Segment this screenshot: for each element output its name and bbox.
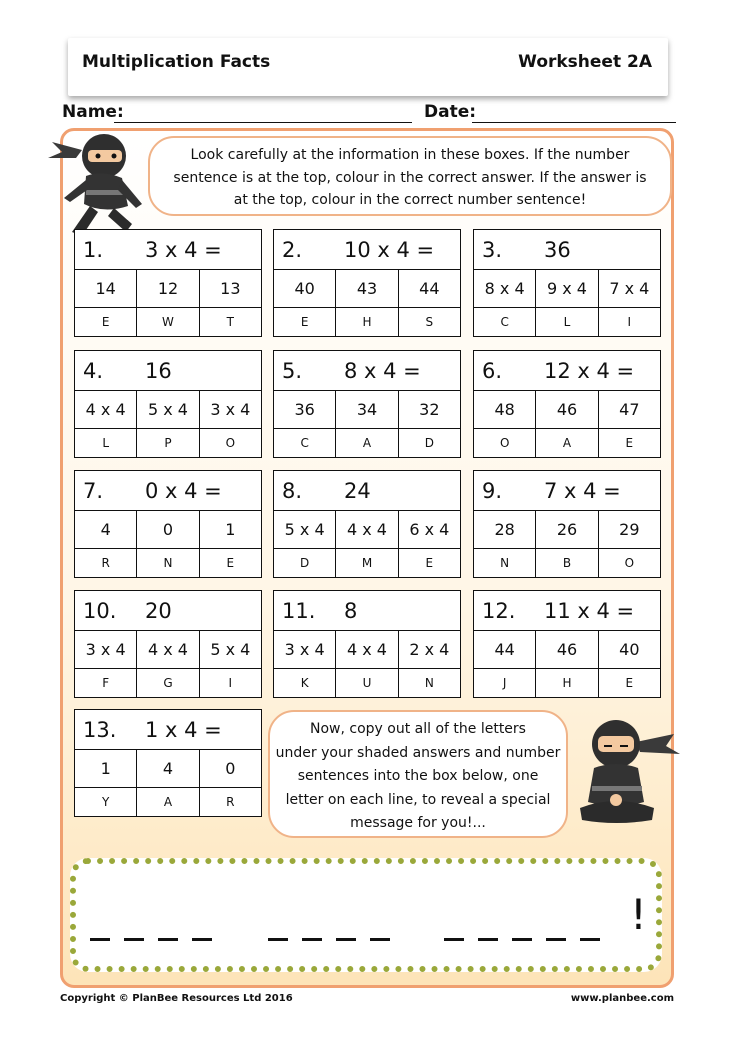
answer-blank[interactable] (546, 938, 566, 941)
answer-option[interactable]: 5 x 4 (284, 520, 325, 539)
option-letter: J (502, 676, 507, 690)
answer-option[interactable]: 32 (398, 391, 460, 428)
question-text: 0 x 4 = (145, 479, 222, 503)
answer-blank[interactable] (124, 938, 144, 941)
title-bar (68, 38, 668, 96)
option-letter: Y (101, 795, 110, 809)
question-text: 8 (344, 599, 358, 623)
answer-option[interactable]: 3 x 4 (284, 640, 325, 659)
answer-blank[interactable] (192, 938, 212, 941)
answer-blank[interactable] (336, 938, 356, 941)
answer-option[interactable]: 1 (100, 759, 111, 778)
question-card (74, 350, 262, 458)
option-letter: E (398, 549, 460, 577)
name-field[interactable] (114, 122, 412, 123)
answer-option[interactable]: 40 (294, 279, 315, 298)
question-card (473, 470, 661, 578)
option-letter: D (398, 429, 460, 457)
option-letter: R (199, 788, 261, 816)
answer-option[interactable]: 48 (494, 400, 515, 419)
ninja-sitting-icon (574, 712, 682, 828)
option-letter: E (199, 549, 261, 577)
option-letter: O (499, 436, 510, 450)
answer-option[interactable]: 6 x 4 (398, 511, 460, 548)
question-card (273, 350, 461, 458)
ninja-jumping-icon (42, 128, 146, 240)
answer-option[interactable]: 1 (199, 511, 261, 548)
question-card (74, 229, 262, 337)
worksheet-number: Worksheet 2A (518, 52, 652, 72)
answer-option[interactable]: 43 (335, 270, 397, 307)
question-number: 10. (83, 599, 117, 623)
answer-option[interactable]: 0 (199, 750, 261, 787)
option-letter: C (300, 436, 309, 450)
answer-option[interactable]: 2 x 4 (398, 631, 460, 668)
question-card (273, 470, 461, 578)
answer-blank[interactable] (370, 938, 390, 941)
option-letter: A (335, 429, 397, 457)
option-letter: T (199, 308, 261, 336)
question-card (273, 229, 461, 337)
question-card (473, 229, 661, 337)
question-text: 11 x 4 = (544, 599, 635, 623)
answer-option[interactable]: 12 (136, 270, 198, 307)
answer-blank[interactable] (580, 938, 600, 941)
question-number: 4. (83, 359, 104, 383)
option-letter: O (199, 429, 261, 457)
option-letter: N (398, 669, 460, 697)
copy-line-4: letter on each line, to reveal a special (285, 791, 551, 808)
answer-option[interactable]: 44 (494, 640, 515, 659)
answer-option[interactable]: 4 x 4 (85, 400, 126, 419)
question-text: 24 (344, 479, 371, 503)
date-field[interactable] (472, 122, 676, 123)
option-letter: W (136, 308, 198, 336)
question-card (74, 470, 262, 578)
answer-option[interactable]: 3 x 4 (199, 391, 261, 428)
answer-option[interactable]: 0 (136, 511, 198, 548)
answer-blank[interactable] (478, 938, 498, 941)
answer-option[interactable]: 3 x 4 (85, 640, 126, 659)
answer-option[interactable]: 4 x 4 (335, 631, 397, 668)
question-card (473, 590, 661, 698)
instructions-line-3: at the top, colour in the correct number sentence! (233, 192, 587, 208)
answer-option[interactable]: 13 (199, 270, 261, 307)
option-letter: E (598, 669, 660, 697)
option-letter: G (136, 669, 198, 697)
question-number: 3. (482, 238, 503, 262)
question-number: 2. (282, 238, 303, 262)
answer-option[interactable]: 5 x 4 (199, 631, 261, 668)
copy-line-5: message for you!... (350, 815, 486, 831)
question-text: 16 (145, 359, 172, 383)
answer-blank[interactable] (302, 938, 322, 941)
answer-blank[interactable] (444, 938, 464, 941)
option-letter: L (102, 436, 109, 450)
instructions-bubble (148, 136, 672, 216)
option-letter: A (136, 788, 198, 816)
question-text: 3 x 4 = (145, 238, 222, 262)
answer-blank[interactable] (268, 938, 288, 941)
option-letter: D (300, 556, 310, 570)
instructions-line-1: Look carefully at the information in these boxes. If the number (190, 147, 630, 163)
option-letter: P (136, 429, 198, 457)
option-letter: H (335, 308, 397, 336)
question-number: 5. (282, 359, 303, 383)
instructions-line-2: sentence is at the top, colour in the correct answer. If the answer is (173, 169, 647, 186)
answer-option[interactable]: 4 x 4 (136, 631, 198, 668)
name-label: Name: (62, 102, 124, 122)
answer-option[interactable]: 34 (335, 391, 397, 428)
answer-blank[interactable] (90, 938, 110, 941)
answer-blank[interactable] (512, 938, 532, 941)
answer-option[interactable]: 40 (598, 631, 660, 668)
question-card (74, 709, 262, 817)
option-letter: K (300, 676, 309, 690)
answer-option[interactable]: 46 (535, 391, 597, 428)
answer-option[interactable]: 4 (100, 520, 111, 539)
answer-option[interactable]: 28 (494, 520, 515, 539)
question-text: 1 x 4 = (145, 718, 222, 742)
question-card (473, 350, 661, 458)
question-text: 7 x 4 = (544, 479, 621, 503)
question-text: 8 x 4 = (344, 359, 421, 383)
option-letter: A (535, 429, 597, 457)
option-letter: B (535, 549, 597, 577)
date-label: Date: (424, 102, 477, 122)
question-card (74, 590, 262, 698)
answer-option[interactable]: 5 x 4 (136, 391, 198, 428)
website-text: www.planbee.com (570, 993, 674, 1004)
answer-option[interactable]: 8 x 4 (484, 279, 525, 298)
answer-option[interactable]: 4 (136, 750, 198, 787)
answer-option[interactable]: 14 (95, 279, 116, 298)
answer-option[interactable]: 44 (398, 270, 460, 307)
option-letter: E (598, 429, 660, 457)
question-text: 12 x 4 = (544, 359, 635, 383)
name-date-row (62, 100, 676, 126)
option-letter: L (535, 308, 597, 336)
question-number: 12. (482, 599, 516, 623)
question-number: 7. (83, 479, 104, 503)
answer-blank[interactable] (158, 938, 178, 941)
option-letter: O (598, 549, 660, 577)
answer-option[interactable]: 46 (535, 631, 597, 668)
exclamation-mark: ! (630, 890, 647, 939)
answer-option[interactable]: 47 (598, 391, 660, 428)
option-letter: S (398, 308, 460, 336)
question-text: 20 (145, 599, 172, 623)
option-letter: F (102, 676, 110, 690)
option-letter: E (101, 315, 110, 329)
answer-option[interactable]: 26 (535, 511, 597, 548)
answer-option[interactable]: 36 (294, 400, 315, 419)
question-text: 10 x 4 = (344, 238, 435, 262)
option-letter: U (335, 669, 397, 697)
copy-line-2: under your shaded answers and number (275, 744, 561, 761)
question-number: 13. (83, 718, 117, 742)
copy-instructions-bubble (268, 710, 568, 838)
option-letter: C (500, 315, 509, 329)
copyright-text: Copyright © PlanBee Resources Ltd 2016 (60, 993, 293, 1004)
option-letter: R (101, 556, 110, 570)
question-card (273, 590, 461, 698)
copy-line-3: sentences into the box below, one (297, 768, 539, 784)
question-number: 6. (482, 359, 503, 383)
option-letter: H (535, 669, 597, 697)
option-letter: M (335, 549, 397, 577)
option-letter: N (500, 556, 510, 570)
copy-line-1: Now, copy out all of the letters (310, 721, 526, 737)
answer-option[interactable]: 4 x 4 (335, 511, 397, 548)
question-number: 8. (282, 479, 303, 503)
question-number: 11. (282, 599, 316, 623)
answer-box[interactable] (70, 858, 662, 972)
option-letter: I (199, 669, 261, 697)
answer-option[interactable]: 7 x 4 (598, 270, 660, 307)
question-number: 1. (83, 238, 104, 262)
question-number: 9. (482, 479, 503, 503)
answer-option[interactable]: 9 x 4 (535, 270, 597, 307)
option-letter: N (136, 549, 198, 577)
question-text: 36 (544, 238, 571, 262)
worksheet-title: Multiplication Facts (82, 52, 271, 72)
answer-option[interactable]: 29 (598, 511, 660, 548)
option-letter: E (300, 315, 309, 329)
option-letter: I (598, 308, 660, 336)
